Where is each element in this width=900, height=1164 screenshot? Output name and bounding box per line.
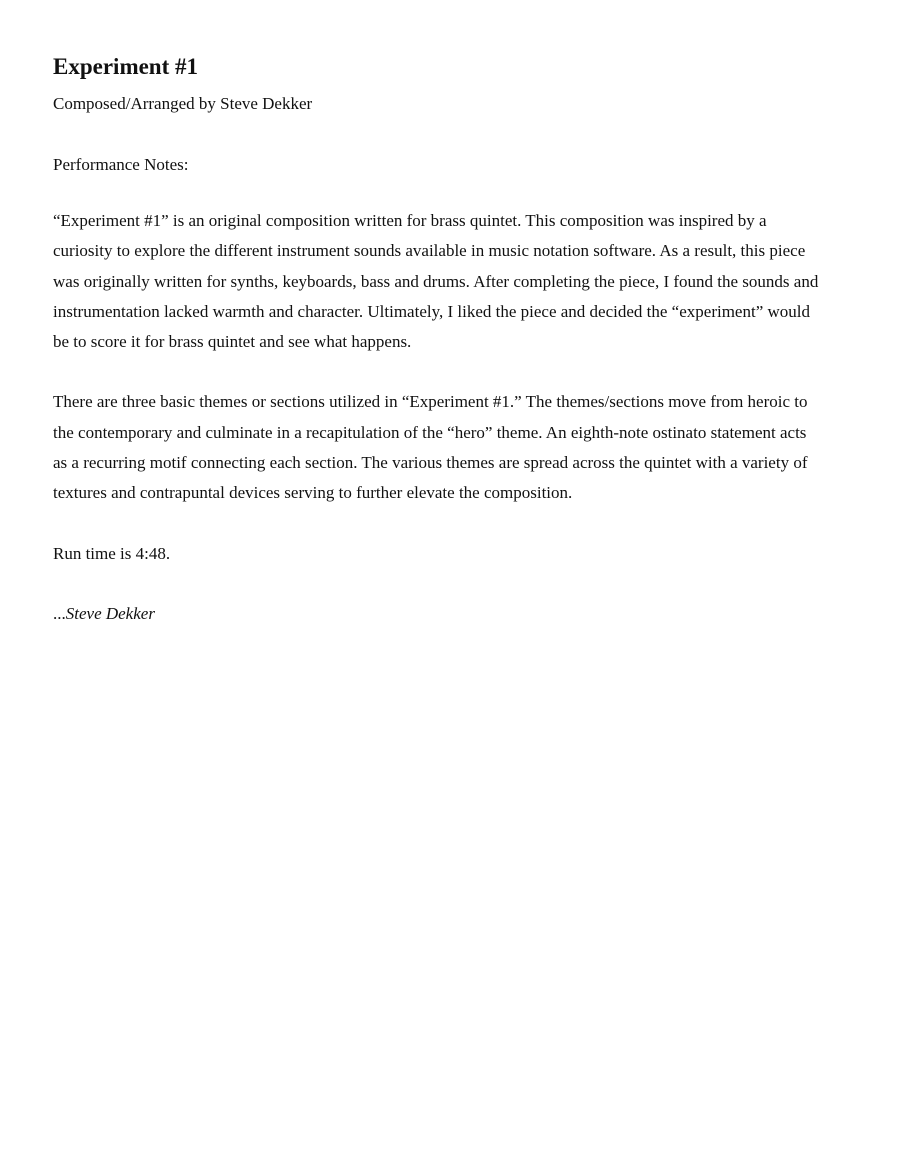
paragraph-line: curiosity to explore the different instrument sounds available in music notation software. As a result, this piece: [53, 241, 806, 261]
paragraph-line: There are three basic themes or sections utilized in “Experiment #1.” The themes/sections move from heroic to: [53, 392, 808, 412]
signature: [53, 599, 853, 629]
signature-name: Steve Dekker: [65, 603, 155, 623]
composer-byline: Composed/Arranged by Steve Dekker: [53, 94, 313, 113]
signature-prefix: ...: [53, 603, 66, 623]
paragraph-line: “Experiment #1” is an original composition written for brass quintet. This composition was inspired by a: [53, 211, 767, 230]
run-time: Run time is 4:48.: [53, 543, 171, 563]
paragraph-line: be to score it for brass quintet and see what happens.: [53, 332, 412, 352]
document-title: Experiment #1: [53, 54, 199, 79]
paragraph-line: textures and contrapuntal devices serving to further elevate the composition.: [53, 483, 573, 503]
paragraph-line: the contemporary and culminate in a recapitulation of the “hero” theme. An eighth-note ostinato statement acts: [53, 422, 807, 442]
performance-notes-label: Performance Notes:: [53, 155, 189, 174]
paragraph-themes: [53, 387, 853, 508]
document-page: [53, 50, 853, 629]
paragraph-line: was originally written for synths, keyboards, bass and drums. After completing the piece, I found the sounds and: [53, 271, 819, 291]
paragraph-line: as a recurring motif connecting each section. The various themes are spread across the quintet with a variety of: [53, 453, 808, 473]
paragraph-line: instrumentation lacked warmth and character. Ultimately, I liked the piece and decided the “experiment” would: [53, 301, 810, 321]
paragraph-intro: [53, 206, 853, 357]
